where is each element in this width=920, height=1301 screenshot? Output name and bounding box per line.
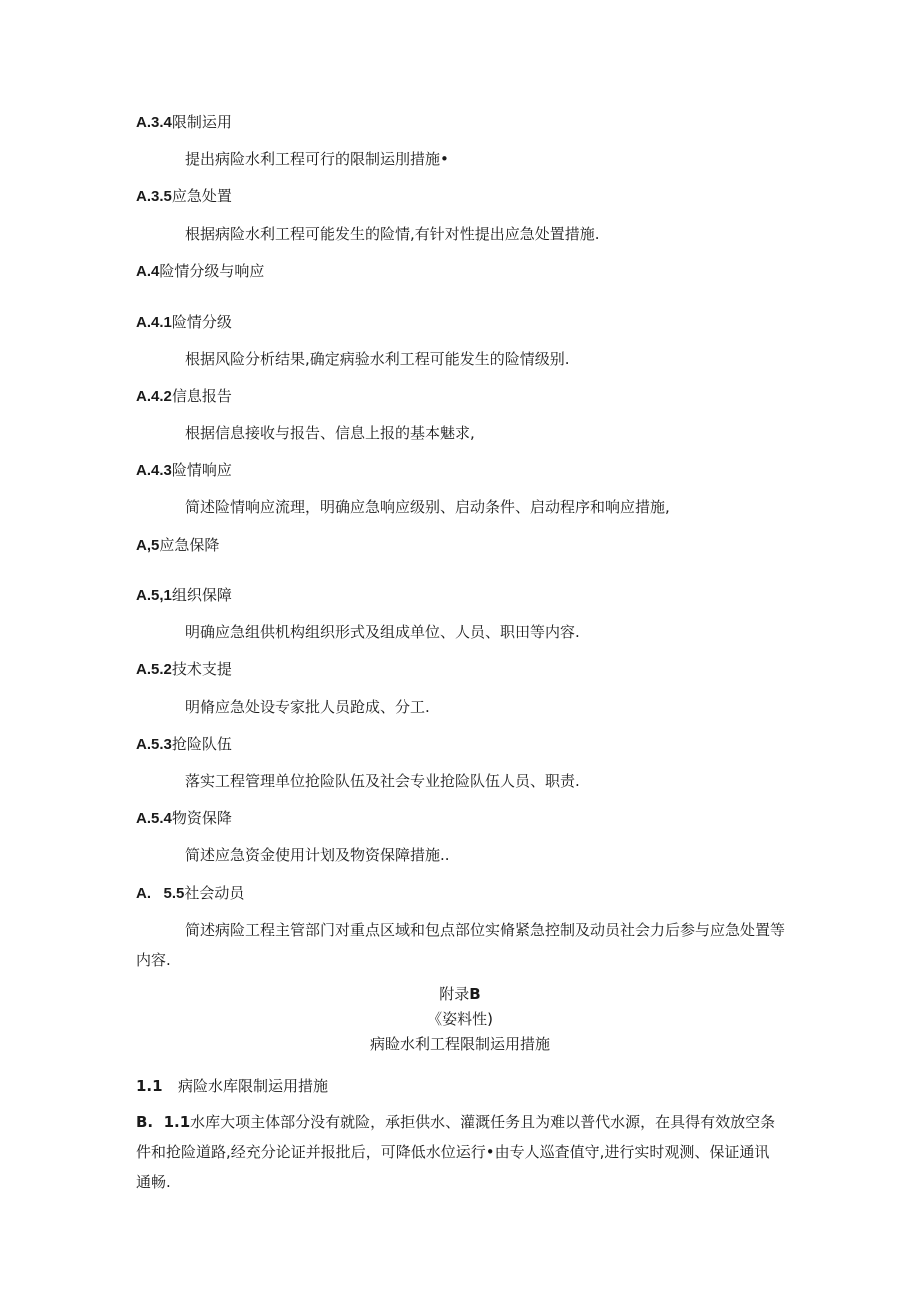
section-heading-a4: A.4险情分级与响应 bbox=[136, 262, 265, 280]
section-heading-a41: A.4.1险情分级 bbox=[136, 313, 232, 331]
paragraph-a55: 简述病险工程主管部门对重点区域和包点部位实脩紧急控制及动员社会力后参与应急处置等内容. bbox=[136, 921, 786, 969]
paragraph-a41: 根据风险分析结果,确定病验水利工程可能发生的险情级别. bbox=[185, 350, 570, 368]
paragraph-a52: 明脩应急处设专家批人员跄成、分工. bbox=[185, 698, 430, 716]
section-heading-a53: A.5.3抢险队伍 bbox=[136, 735, 232, 753]
paragraph-a34: 提出病险水利工程可行的限制运刖措施• bbox=[185, 150, 449, 168]
section-heading-a34: A.3.4限制运用 bbox=[136, 113, 232, 131]
paragraph-a43: 简述险情响应流理，明确应急响应级别、启动条件、启动程序和响应措施, bbox=[185, 498, 670, 516]
appendix-title: 附录B bbox=[439, 985, 481, 1003]
section-heading-a35: A.3.5应急处置 bbox=[136, 187, 232, 205]
section-heading-a43: A.4.3险情响应 bbox=[136, 461, 232, 479]
paragraph-a53: 落实工程管理单位抢险队伍及社会专业抢险队伍人员、职责. bbox=[185, 772, 580, 790]
section-heading-a55: A. 5.5社会动员 bbox=[136, 884, 245, 902]
section-heading-b11: 1.1 病险水库限制运用措施 bbox=[136, 1077, 329, 1095]
section-heading-a5: A,5应急保降 bbox=[136, 536, 220, 554]
section-heading-a52: A.5.2技术支提 bbox=[136, 660, 232, 678]
paragraph-b111: B. 1.1水库大项主体部分没有就险，承拒供水、灌溉任务且为难以普代水源，在具得有效放空条件和抢险道路,经充分论证并报批后，可降低水位运行•由专人巡査值守,进行实时观测、保证通讯通畅. bbox=[136, 1113, 776, 1191]
paragraph-a35: 根据病险水利工程可能发生的险情,有针对性提出应急处置措施. bbox=[185, 225, 600, 243]
paragraph-a51: 明确应急组供机构组织形式及组成单位、人员、职田等内容. bbox=[185, 623, 580, 641]
paragraph-a54: 简述应急资金使用计划及物资保障措施.. bbox=[185, 846, 450, 864]
section-heading-a42: A.4.2信息报告 bbox=[136, 387, 232, 405]
appendix-name: 病睑水利工程限制运用措施 bbox=[369, 1035, 550, 1053]
section-heading-a54: A.5.4物资保降 bbox=[136, 809, 232, 827]
paragraph-a42: 根据信息接收与报告、信息上报的基本魅求, bbox=[185, 424, 475, 442]
appendix-nature: 《姿料性) bbox=[427, 1010, 493, 1028]
section-heading-a51: A.5,1组织保障 bbox=[136, 586, 232, 604]
